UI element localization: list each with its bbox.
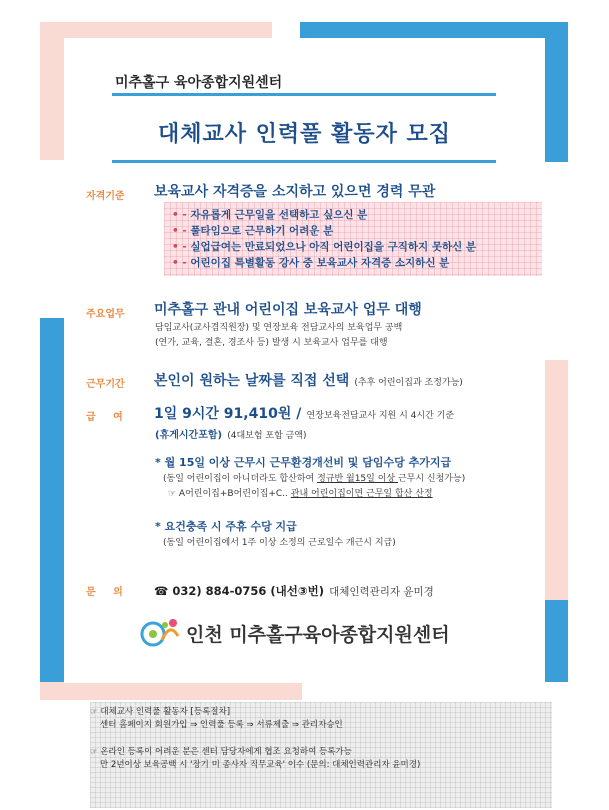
- pay-extra2-head: * 요건충족 시 주휴 수당 지급: [155, 520, 297, 533]
- contact-phone: ☎ 032) 884-0756 (내선③번): [154, 584, 324, 598]
- header-rule-bottom: [112, 160, 496, 163]
- qualification-bullet-list: [164, 202, 542, 276]
- label-qualification: 자격기준: [86, 191, 125, 202]
- pay-head: 1일 9시간 91,410원 /: [154, 406, 302, 422]
- pay-sub-bold: (휴게시간포함): [155, 430, 223, 441]
- list-item: • - 실업급여는 만료되었으나 아직 어린이집을 구직하지 못하신 분: [172, 241, 477, 253]
- footer-note1-line2: 센터 홈페이지 회원가입 ⇒ 인력풀 등록 ⇒ 서류제출 ⇒ 관리자승인: [100, 720, 343, 730]
- pay-head-note: 연장보육전담교사 지원 시 4시간 기준: [306, 411, 455, 421]
- bullet-marker: • -: [172, 209, 187, 221]
- page-title: 대체교사 인력풀 활동자 모집: [157, 122, 451, 147]
- pay-sub-row: [155, 423, 307, 444]
- decor-pink-bottom-left: [40, 682, 302, 700]
- duty-head: 미추홀구 관내 어린이집 보육교사 업무 대행: [154, 302, 422, 318]
- list-item: • - 풀타임으로 근무하기 어려운 분: [172, 225, 334, 237]
- registration-footer: [90, 702, 552, 808]
- decor-pink-right: [545, 360, 568, 600]
- center-logo-text: 인천 미추홀구육아종합지원센터: [186, 624, 450, 646]
- decor-blue-bottom-right: [545, 600, 568, 682]
- org-name: 미추홀구 육아종합지원센터: [115, 75, 283, 91]
- contact-person: 대체인력관리자 윤미경: [329, 586, 434, 598]
- pay-sub-note: (4대보험 포함 금액): [227, 431, 307, 441]
- header-rule-top: [112, 93, 496, 96]
- label-period: 근무기간: [86, 379, 125, 390]
- bullet-marker: • -: [172, 225, 187, 237]
- pay-row: [154, 403, 454, 424]
- period-head: 본인이 원하는 날짜를 직접 선택: [154, 373, 350, 389]
- decor-blue-left: [40, 318, 64, 682]
- child-center-logo-icon: [140, 616, 182, 650]
- period-row: [154, 370, 463, 391]
- label-duty: 주요업무: [86, 309, 125, 320]
- footer-note2-line1: ☞ 온라인 등록이 어려운 분은 센터 담당자에게 협조 요청하여 등록가능: [90, 747, 352, 757]
- duty-line-2: (연가, 교육, 결혼, 경조사 등) 발생 시 보육교사 업무를 대행: [155, 338, 388, 348]
- period-note: (추후 어린이집과 조정가능): [354, 378, 463, 388]
- qualification-head: 보육교사 자격증을 소지하고 있으면 경력 무관: [154, 184, 436, 200]
- bullet-marker: • -: [172, 257, 187, 269]
- contact-row: [154, 580, 434, 599]
- footer-note2-line2: 만 2년이상 보육공백 시 '장기 미 종사자 직무교육' 이수 (문의: 대체인력관리자 윤미경): [100, 760, 421, 770]
- list-item: • - 자유롭게 근무일을 선택하고 싶으신 분: [172, 209, 368, 221]
- pay-extra2-line: (동일 어린이집에서 1주 이상 소정의 근로일수 개근시 지급): [163, 538, 396, 548]
- footer-note1-line1: ☞ 대체교사 인력풀 활동자 [등록절차]: [90, 707, 231, 717]
- duty-line-1: 담임교사(교사겸직원장) 및 연장보육 전담교사의 보육업무 공백: [155, 323, 403, 333]
- list-item: • - 어린이집 특별활동 강사 중 보육교사 자격증 소지하신 분: [172, 257, 450, 269]
- pay-extra1-head: * 월 15일 이상 근무시 근무환경개선비 및 담임수당 추가지급: [155, 456, 452, 469]
- label-pay: 급 여: [86, 412, 123, 423]
- pay-extra1-line1: (동일 어린이집이 아니더라도 합산하여 정규반 월15일 이상 근무시 신청가능): [163, 474, 466, 484]
- pay-extra1-line2: ☞ A어린이집+B어린이집+C.. 관내 어린이집이면 근무일 합산 산정: [168, 489, 433, 499]
- bullet-marker: • -: [172, 241, 187, 253]
- label-contact: 문 의: [86, 587, 123, 598]
